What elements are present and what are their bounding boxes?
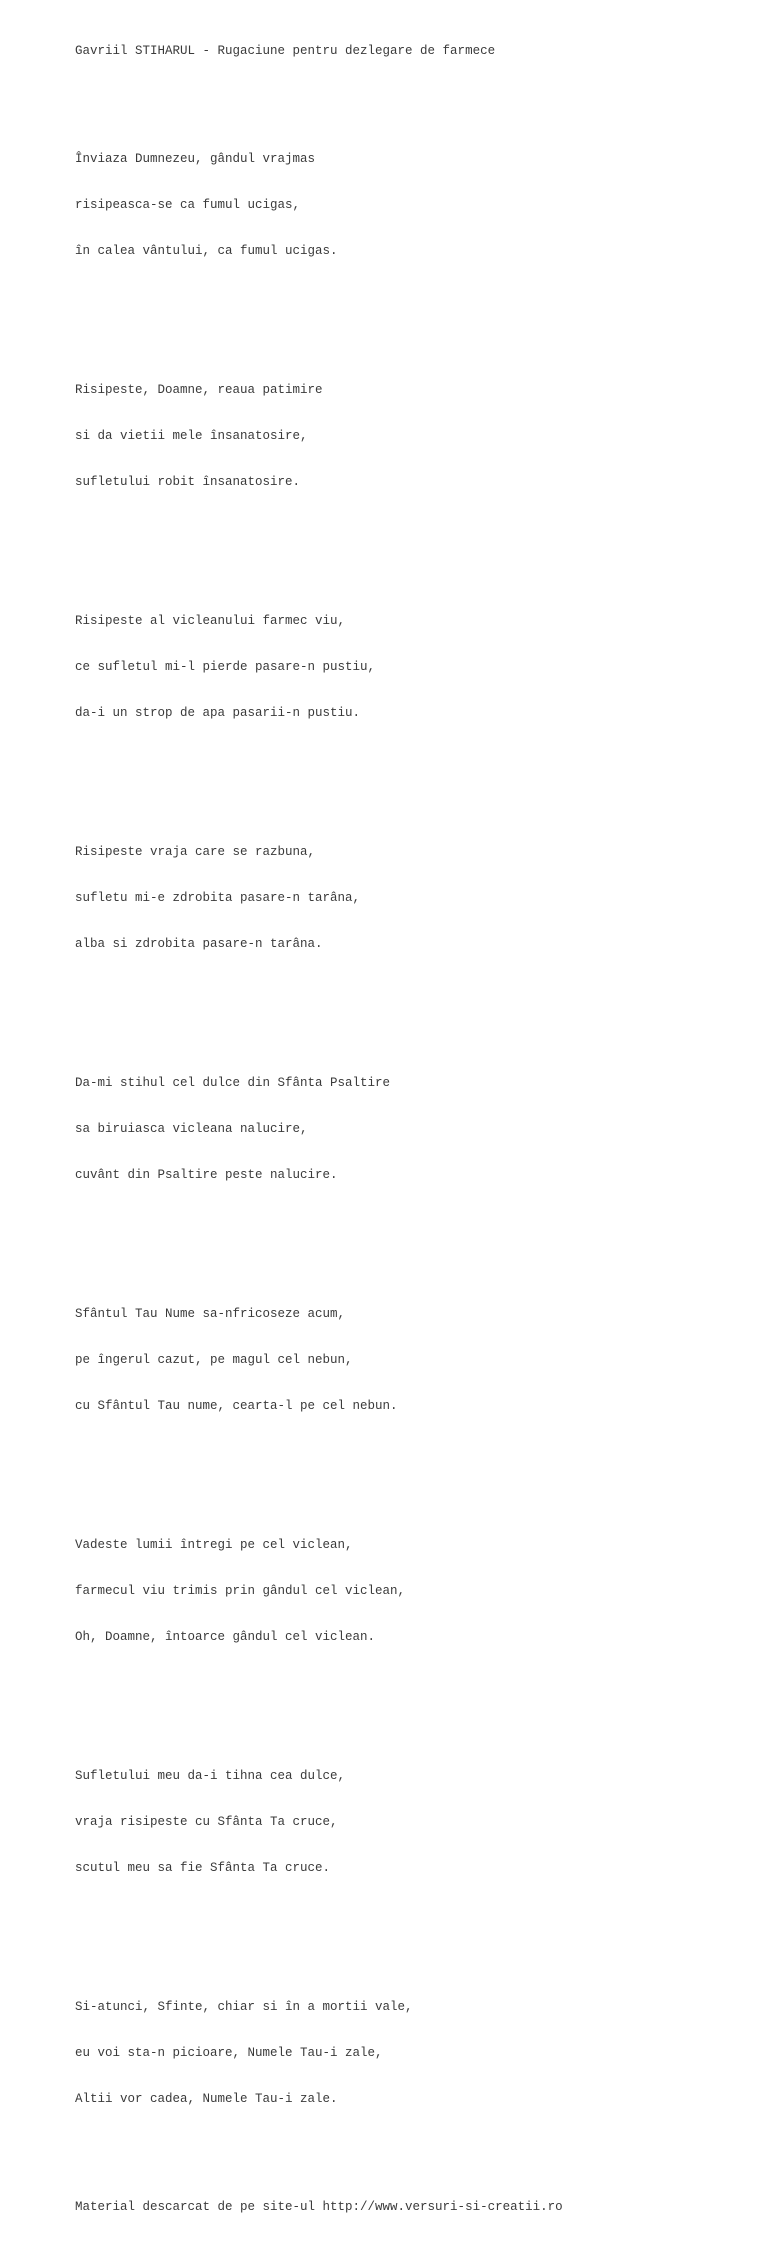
poem-line: Vadeste lumii întregi pe cel viclean, (75, 1537, 353, 1552)
poem-line: Altii vor cadea, Numele Tau-i zale. (75, 2092, 338, 2107)
poem-line: da-i un strop de apa pasarii-n pustiu. (75, 706, 361, 721)
stanza-9 (75, 1969, 755, 2138)
poem-line: sufletu mi-e zdrobita pasare-n tarâna, (75, 890, 361, 905)
poem-line: scutul meu sa fie Sfânta Ta cruce. (75, 1861, 331, 1876)
stanza-2 (75, 352, 755, 521)
poem-text-block (75, 13, 755, 2246)
stanza-6 (75, 1276, 755, 1445)
poem-line: sufletului robit însanatosire. (75, 475, 301, 490)
poem-line: cu Sfântul Tau nume, cearta-l pe cel nebun. (75, 1399, 398, 1414)
poem-line: Risipeste al vicleanului farmec viu, (75, 613, 346, 628)
poem-line: Si-atunci, Sfinte, chiar si în a mortii vale, (75, 1999, 413, 2014)
poem-line: vraja risipeste cu Sfânta Ta cruce, (75, 1815, 338, 1830)
stanza-1 (75, 121, 755, 290)
source-footer: Material descarcat de pe site-ul http://www.versuri-si-creatii.ro (75, 2200, 563, 2215)
document-title: Gavriil STIHARUL - Rugaciune pentru dezlegare de farmece (75, 43, 496, 58)
stanza-8 (75, 1738, 755, 1907)
poem-line: Da-mi stihul cel dulce din Sfânta Psaltire (75, 1075, 391, 1090)
poem-line: eu voi sta-n picioare, Numele Tau-i zale, (75, 2046, 383, 2061)
poem-line: sa biruiasca vicleana nalucire, (75, 1121, 308, 1136)
poem-line: si da vietii mele însanatosire, (75, 428, 308, 443)
stanza-3 (75, 583, 755, 752)
poem-line: Oh, Doamne, întoarce gândul cel viclean. (75, 1630, 376, 1645)
stanza-7 (75, 1507, 755, 1676)
poem-line: ce sufletul mi-l pierde pasare-n pustiu, (75, 659, 376, 674)
poem-line: risipeasca-se ca fumul ucigas, (75, 197, 301, 212)
poem-line: pe îngerul cazut, pe magul cel nebun, (75, 1352, 353, 1367)
stanza-5 (75, 1045, 755, 1214)
poem-line: Sufletului meu da-i tihna cea dulce, (75, 1768, 346, 1783)
poem-line: cuvânt din Psaltire peste nalucire. (75, 1168, 338, 1183)
poem-line: Risipeste, Doamne, reaua patimire (75, 382, 323, 397)
poem-line: alba si zdrobita pasare-n tarâna. (75, 937, 323, 952)
stanza-4 (75, 814, 755, 983)
poem-line: în calea vântului, ca fumul ucigas. (75, 244, 338, 259)
poem-line: Sfântul Tau Nume sa-nfricoseze acum, (75, 1306, 346, 1321)
poem-line: Înviaza Dumnezeu, gândul vrajmas (75, 151, 316, 166)
poem-line: Risipeste vraja care se razbuna, (75, 844, 316, 859)
poem-line: farmecul viu trimis prin gândul cel viclean, (75, 1584, 406, 1599)
